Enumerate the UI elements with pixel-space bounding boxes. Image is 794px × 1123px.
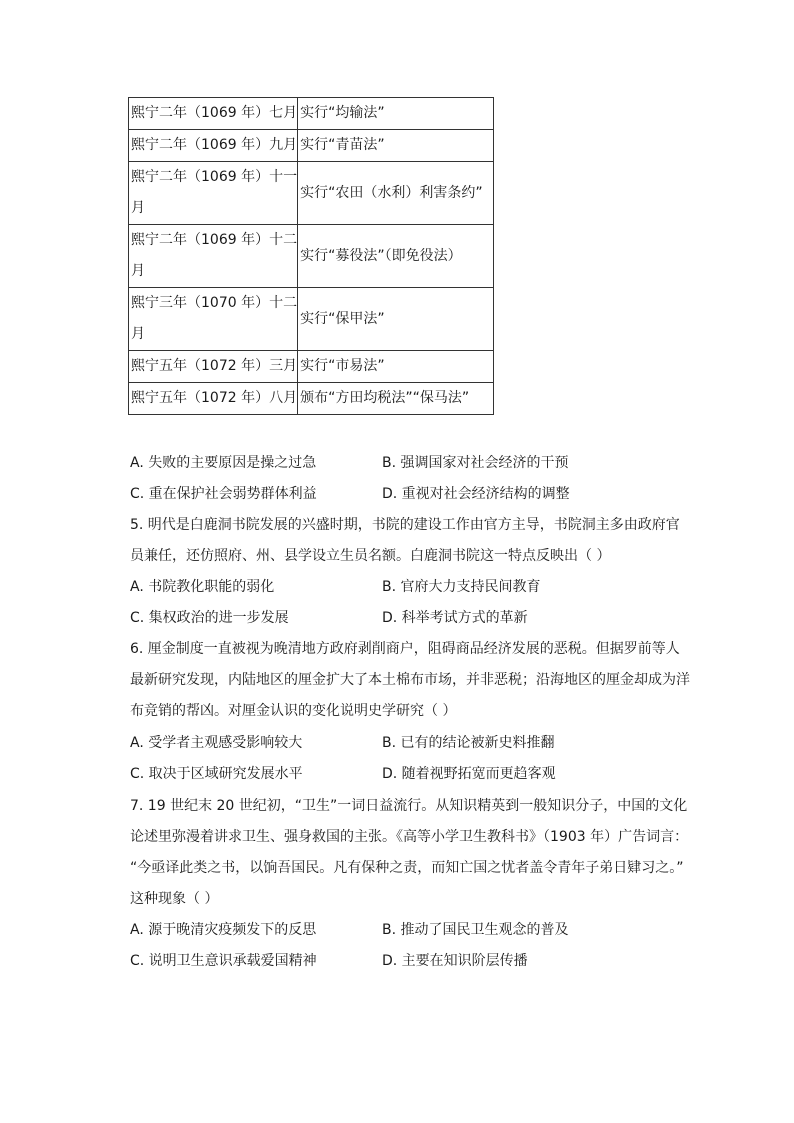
q7-stem-line: 7. 19 世纪末 20 世纪初，“卫生”一词日益流行。从知识精英到一般知识分子，中国的文化 xyxy=(130,798,688,814)
time-cell xyxy=(129,225,298,288)
table-row xyxy=(129,98,494,130)
event-cell: 实行“募役法”（即免役法） xyxy=(298,225,494,288)
q6-options xyxy=(130,728,700,790)
table-row xyxy=(129,225,494,288)
option-row xyxy=(130,479,700,510)
q6-option-b[interactable]: B. 已有的结论被新史料推翻 xyxy=(382,735,555,751)
option-row xyxy=(130,572,700,603)
q4-option-c[interactable]: C. 重在保护社会弱势群体利益 xyxy=(130,486,317,502)
q7-options xyxy=(130,915,700,977)
option-row xyxy=(130,448,700,479)
q5-stem-line: 5. 明代是白鹿洞书院发展的兴盛时期，书院的建设工作由官方主导，书院洞主多由政府官 xyxy=(130,517,680,533)
event-cell: 实行“均输法” xyxy=(298,98,494,130)
time-cell-line2: 月 xyxy=(131,200,145,216)
q7-option-c[interactable]: C. 说明卫生意识承载爱国精神 xyxy=(130,953,317,969)
q6-stem-line: 布竞销的帮凶。对厘金认识的变化说明史学研究（ ） xyxy=(130,703,457,719)
q5-option-b[interactable]: B. 官府大力支持民间教育 xyxy=(382,579,541,595)
time-cell xyxy=(129,288,298,351)
q7-stem xyxy=(130,791,700,915)
table-row xyxy=(129,130,494,162)
event-cell: 实行“保甲法” xyxy=(298,288,494,351)
q5-stem xyxy=(130,510,700,572)
q7-stem-line: 论述里弥漫着讲求卫生、强身救国的主张。《高等小学卫生教科书》（1903 年）广告词言： xyxy=(130,829,689,845)
q6-option-c[interactable]: C. 取决于区域研究发展水平 xyxy=(130,766,303,782)
time-cell-line1: 熙宁二年（1069 年）十二 xyxy=(131,232,298,248)
q7-option-d[interactable]: D. 主要在知识阶层传播 xyxy=(382,953,528,969)
q6-option-a[interactable]: A. 受学者主观感受影响较大 xyxy=(130,735,303,751)
q5-option-d[interactable]: D. 科举考试方式的革新 xyxy=(382,610,528,626)
q7-option-a[interactable]: A. 源于晚清灾疫频发下的反思 xyxy=(130,922,317,938)
option-row xyxy=(130,728,700,759)
time-cell: 熙宁二年（1069 年）七月 xyxy=(129,98,298,130)
q4-option-b[interactable]: B. 强调国家对社会经济的干预 xyxy=(382,455,569,471)
time-cell: 熙宁二年（1069 年）九月 xyxy=(129,130,298,162)
q7-option-b[interactable]: B. 推动了国民卫生观念的普及 xyxy=(382,922,569,938)
time-cell: 熙宁五年（1072 年）三月 xyxy=(129,351,298,383)
event-cell: 实行“农田（水利）利害条约” xyxy=(298,162,494,225)
time-cell-line1: 熙宁三年（1070 年）十二 xyxy=(131,295,298,311)
event-cell: 实行“市易法” xyxy=(298,351,494,383)
option-row xyxy=(130,759,700,790)
time-cell xyxy=(129,162,298,225)
q5-options xyxy=(130,572,700,634)
option-row xyxy=(130,915,700,946)
event-cell: 实行“青苗法” xyxy=(298,130,494,162)
time-cell-line1: 熙宁二年（1069 年）十一 xyxy=(131,169,298,185)
time-cell-line2: 月 xyxy=(131,263,145,279)
q6-stem xyxy=(130,634,700,727)
reform-timeline-table xyxy=(128,97,494,415)
event-cell: 颁布“方田均税法”“保马法” xyxy=(298,383,494,415)
q5-stem-line: 员兼任，还仿照府、州、县学设立生员名额。白鹿洞书院这一特点反映出（ ） xyxy=(130,548,611,564)
q5-option-c[interactable]: C. 集权政治的进一步发展 xyxy=(130,610,289,626)
q4-option-a[interactable]: A. 失败的主要原因是操之过急 xyxy=(130,455,317,471)
q4-option-d[interactable]: D. 重视对社会经济结构的调整 xyxy=(382,486,570,502)
time-cell: 熙宁五年（1072 年）八月 xyxy=(129,383,298,415)
table-row xyxy=(129,288,494,351)
option-row xyxy=(130,946,700,977)
q6-stem-line: 最新研究发现，内陆地区的厘金扩大了本土棉布市场，并非恶税；沿海地区的厘金却成为洋 xyxy=(130,672,690,688)
table-row xyxy=(129,383,494,415)
q7-stem-line: 这种现象（ ） xyxy=(130,891,219,907)
q6-stem-line: 6. 厘金制度一直被视为晚清地方政府剥削商户，阻碍商品经济发展的恶税。但据罗前等人 xyxy=(130,641,680,657)
table-row xyxy=(129,351,494,383)
q4-options xyxy=(130,448,700,510)
time-cell-line2: 月 xyxy=(131,326,145,342)
q7-stem-line: “今亟译此类之书，以饷吾国民。凡有保种之责，而知亡国之忧者盖令青年子弟日肄习之。” xyxy=(130,860,684,876)
q6-option-d[interactable]: D. 随着视野拓宽而更趋客观 xyxy=(382,766,556,782)
table-row xyxy=(129,162,494,225)
q5-option-a[interactable]: A. 书院教化职能的弱化 xyxy=(130,579,275,595)
option-row xyxy=(130,603,700,634)
